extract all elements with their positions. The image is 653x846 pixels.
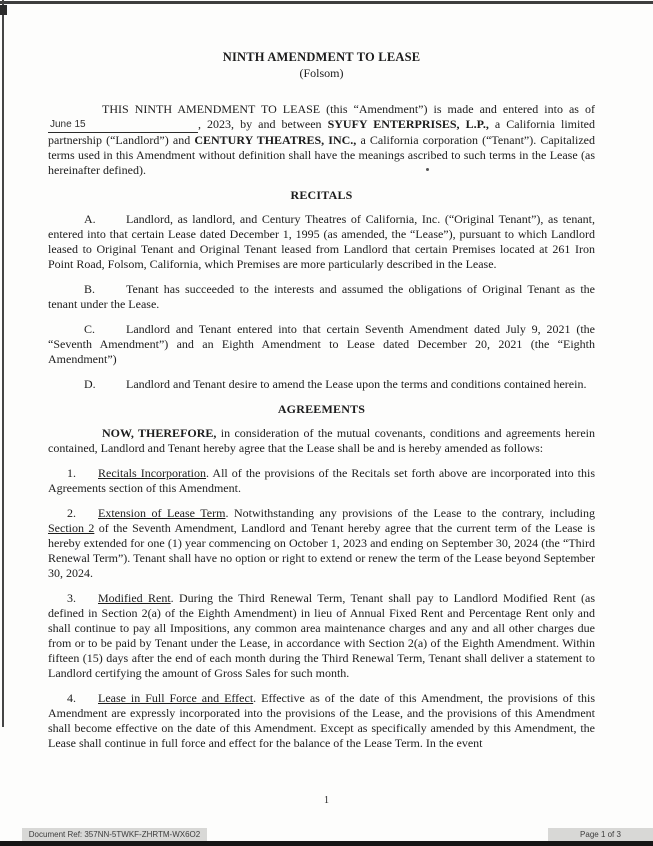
recital-label: C. [84,322,96,336]
agreement-paragraph-3 [48,591,595,681]
section-2-reference: Section 2 [48,521,95,535]
recitals-heading: RECITALS [290,188,353,202]
agreement-paragraph-2 [48,506,595,581]
agreements-heading: AGREEMENTS [277,402,366,416]
recital-paragraph-d [48,377,595,392]
agreement-number: 4. [67,691,76,705]
footer-bottom-bar [0,841,653,846]
intro-after-blank-text: , 2023, by and between [198,117,328,131]
scan-edge-left [2,0,4,727]
agreement-text: . All of the provisions of the Recitals set forth above are incorporated into this Agreements section of this Amendment. [48,466,595,495]
agreement-text: . Notwithstanding any provisions of the Lease to the contrary, including [225,506,596,520]
agreement-text: of the Seventh Amendment, Landlord and Tenant hereby agree that the current term of the Lease is hereby extended for one (1) year commencing on October 1, 2023 and ending on September 30, 2024 (the “Third Renewal Term”). Tenant shall have no option or right to extend or renew the term of the Lease beyond September 30, 2024. [48,521,595,580]
recital-text: Landlord and Tenant entered into that certain Seventh Amendment dated July 9, 2021 (the “Seventh Amendment”) and an Eighth Amendment to Lease dated December 20, 2021 (the “Eighth Amendment”) [48,322,595,366]
document-subtitle: (Folsom) [299,66,344,80]
agreement-section-title: Modified Rent [98,591,171,605]
agreement-paragraph-1 [48,466,595,496]
agreement-paragraph-4 [48,691,595,751]
document-ref-badge: Document Ref: 357NN-5TWKF-ZHRTM-WX6O2 [22,828,207,841]
now-therefore-rest-text: in consideration of the mutual covenants, conditions and agreements herein contained, Landlord and Tenant hereby agree that the Lease shall be and is hereby amended as follows: [48,426,595,455]
recital-text: Landlord and Tenant desire to amend the Lease upon the terms and conditions contained herein. [126,377,587,391]
now-therefore-bold-text: NOW, THEREFORE, [102,426,217,440]
scan-corner-artifact [0,5,7,15]
agreement-section-title: Recitals Incorporation [98,466,207,480]
date-blank-field [48,118,198,133]
document-body [48,50,595,761]
recital-label: B. [84,282,96,296]
landlord-name: SYUFY ENTERPRISES, L.P., [327,117,489,131]
page-indicator-badge: Page 1 of 3 [548,828,653,841]
agreement-number: 1. [67,466,76,480]
page-number: 1 [324,795,329,806]
intro-paragraph [48,102,595,178]
recital-text: Tenant has succeeded to the interests and assumed the obligations of Original Tenant as the tenant under the Lease. [48,282,595,311]
intro-lead-text: THIS NINTH AMENDMENT TO LEASE (this “Amendment”) is made and entered into as of [102,102,595,116]
now-therefore-paragraph [48,426,595,456]
agreement-text: . During the Third Renewal Term, Tenant shall pay to Landlord Modified Rent (as defined in Section 2(a) of the Eighth Amendment) in lieu of Annual Fixed Rent and Percentage Rent only and shall continue to pay all Impositions, any common area maintenance charges and any and all other charges due from or to be paid by Tenant under the Lease, in accordance with Section 2(a) of the Eighth Amendment. Within fifteen (15) days after the end of each month during the Third Renewal Term, Tenant shall deliver a statement to Landlord certifying the amount of Gross Sales for such month. [48,591,595,680]
tenant-name: CENTURY THEATRES, INC., [194,133,357,147]
scan-edge-top [0,1,653,4]
agreement-section-title: Extension of Lease Term [98,506,226,520]
intro-between-parties-text: a California limited partnership (“Landlord”) and [48,117,595,147]
recital-label: D. [84,377,96,391]
agreement-section-title: Lease in Full Force and Effect [98,691,254,705]
recital-text: Landlord, as landlord, and Century Theatres of California, Inc. (“Original Tenant”), as tenant, entered into that certain Lease dated December 1, 1995 (as amended, the “Lease”), pursuant to which Landlord leased to Original Tenant and Original Tenant leased from Landlord that certain Premises located at 261 Iron Point Road, Folsom, California, which Premises are more particularly described in the Lease. [48,212,595,271]
date-fill-value: June 15 [50,119,86,130]
recital-paragraph-a [48,212,595,272]
intro-tail-text: a California corporation (“Tenant”). Capitalized terms used in this Amendment without definition shall have the meanings ascribed to such terms in the Lease (as hereinafter defined). [48,133,595,177]
agreement-number: 2. [67,506,76,520]
agreement-number: 3. [67,591,76,605]
recital-paragraph-c [48,322,595,367]
recital-label: A. [84,212,96,226]
document-title: NINTH AMENDMENT TO LEASE [222,50,421,64]
agreement-text: . Effective as of the date of this Amendment, the provisions of this Amendment are expressly incorporated into the provisions of the Lease, and the provisions of this Amendment shall become effective on the date of this Amendment. Except as specifically amended by this Amendment, the Lease shall continue in full force and effect for the balance of the Lease Term. In the event [48,691,595,750]
recital-paragraph-b [48,282,595,312]
